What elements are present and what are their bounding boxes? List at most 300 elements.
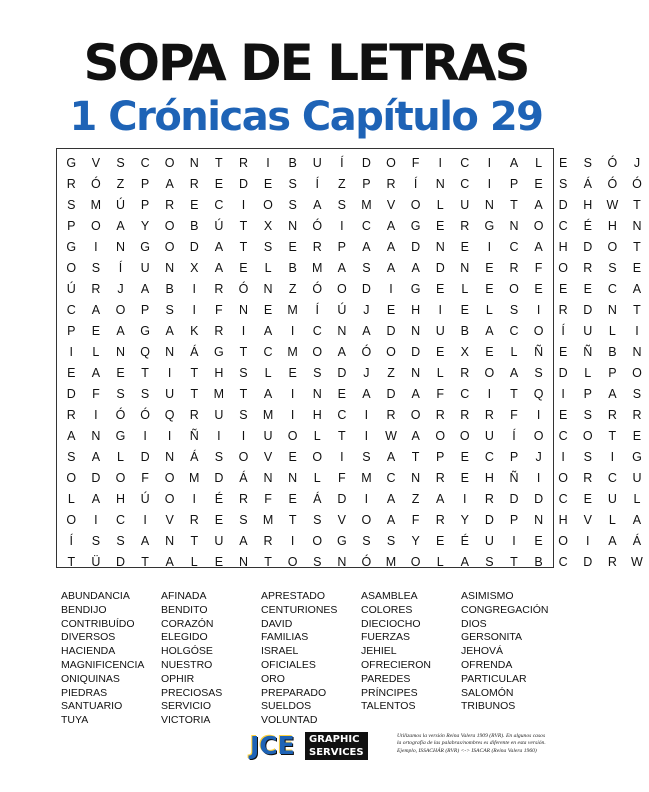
grid-letter[interactable]: G: [410, 282, 421, 296]
grid-letter[interactable]: E: [239, 261, 248, 275]
grid-letter[interactable]: I: [94, 513, 98, 527]
grid-letter[interactable]: O: [164, 492, 175, 506]
grid-letter[interactable]: E: [337, 387, 346, 401]
grid-letter[interactable]: V: [583, 513, 592, 527]
grid-letter[interactable]: I: [69, 345, 74, 359]
grid-letter[interactable]: U: [214, 408, 224, 422]
grid-letter[interactable]: A: [140, 534, 150, 548]
grid-letter[interactable]: D: [115, 555, 125, 569]
grid-letter[interactable]: Ú: [337, 303, 347, 317]
grid-letter[interactable]: D: [238, 177, 248, 191]
grid-letter[interactable]: P: [509, 177, 519, 191]
grid-letter[interactable]: U: [607, 492, 617, 506]
grid-letter[interactable]: S: [559, 177, 568, 191]
grid-letter[interactable]: D: [140, 450, 150, 464]
grid-letter[interactable]: C: [509, 324, 519, 338]
grid-letter[interactable]: E: [386, 303, 396, 317]
grid-letter[interactable]: L: [313, 429, 321, 443]
grid-letter[interactable]: E: [534, 177, 543, 191]
grid-letter[interactable]: C: [558, 492, 568, 506]
grid-letter[interactable]: N: [607, 303, 617, 317]
grid-letter[interactable]: X: [460, 345, 469, 359]
grid-letter[interactable]: H: [115, 492, 125, 506]
grid-letter[interactable]: I: [241, 198, 246, 212]
grid-letter[interactable]: E: [559, 408, 568, 422]
grid-letter[interactable]: F: [411, 513, 420, 527]
grid-letter[interactable]: Í: [315, 177, 319, 191]
grid-letter[interactable]: L: [436, 555, 444, 569]
grid-letter[interactable]: N: [435, 240, 445, 254]
grid-letter[interactable]: C: [214, 198, 224, 212]
grid-letter[interactable]: I: [143, 429, 147, 443]
grid-letter[interactable]: A: [411, 261, 420, 275]
grid-letter[interactable]: S: [239, 366, 248, 380]
grid-letter[interactable]: L: [92, 345, 100, 359]
grid-letter[interactable]: O: [558, 534, 569, 548]
grid-letter[interactable]: A: [214, 261, 224, 275]
letter-grid[interactable]: [59, 153, 649, 573]
grid-letter[interactable]: E: [534, 534, 543, 548]
grid-letter[interactable]: Ó: [361, 555, 372, 569]
grid-letter[interactable]: O: [410, 555, 421, 569]
grid-letter[interactable]: T: [190, 387, 199, 401]
grid-letter[interactable]: G: [484, 219, 495, 233]
grid-letter[interactable]: I: [192, 303, 196, 317]
grid-letter[interactable]: E: [190, 198, 199, 212]
grid-letter[interactable]: F: [215, 303, 223, 317]
grid-letter[interactable]: C: [312, 324, 322, 338]
grid-letter[interactable]: F: [141, 471, 149, 485]
grid-letter[interactable]: M: [213, 387, 225, 401]
grid-letter[interactable]: C: [66, 303, 76, 317]
grid-letter[interactable]: V: [386, 198, 396, 212]
grid-letter[interactable]: N: [312, 387, 322, 401]
grid-letter[interactable]: A: [116, 324, 125, 338]
grid-letter[interactable]: A: [263, 324, 273, 338]
grid-letter[interactable]: O: [533, 324, 544, 338]
grid-letter[interactable]: N: [632, 219, 642, 233]
grid-letter[interactable]: B: [288, 156, 297, 170]
grid-letter[interactable]: E: [214, 177, 224, 191]
grid-letter[interactable]: N: [115, 345, 125, 359]
grid-letter[interactable]: S: [534, 366, 543, 380]
grid-letter[interactable]: C: [460, 156, 470, 170]
grid-letter[interactable]: E: [436, 219, 445, 233]
grid-letter[interactable]: P: [436, 450, 445, 464]
grid-letter[interactable]: R: [583, 261, 593, 275]
grid-letter[interactable]: O: [386, 345, 396, 359]
grid-letter[interactable]: F: [510, 408, 518, 422]
grid-letter[interactable]: Ú: [115, 198, 125, 212]
grid-letter[interactable]: L: [510, 345, 518, 359]
grid-letter[interactable]: Ó: [312, 282, 323, 296]
grid-letter[interactable]: R: [66, 408, 76, 422]
grid-letter[interactable]: G: [140, 240, 150, 254]
grid-letter[interactable]: A: [386, 492, 396, 506]
grid-letter[interactable]: A: [165, 177, 174, 191]
grid-letter[interactable]: T: [633, 198, 641, 212]
grid-letter[interactable]: T: [608, 429, 617, 443]
grid-letter[interactable]: I: [241, 324, 246, 338]
grid-letter[interactable]: P: [140, 198, 150, 212]
grid-letter[interactable]: Ú: [66, 282, 76, 296]
grid-letter[interactable]: N: [165, 450, 175, 464]
grid-letter[interactable]: Z: [116, 177, 125, 191]
grid-letter[interactable]: C: [509, 240, 519, 254]
grid-letter[interactable]: N: [534, 513, 544, 527]
grid-letter[interactable]: O: [410, 408, 421, 422]
grid-letter[interactable]: L: [190, 555, 198, 569]
grid-letter[interactable]: S: [337, 198, 346, 212]
grid-letter[interactable]: E: [263, 303, 273, 317]
grid-letter[interactable]: V: [263, 450, 273, 464]
grid-letter[interactable]: N: [411, 471, 421, 485]
grid-letter[interactable]: E: [91, 324, 101, 338]
grid-letter[interactable]: D: [386, 324, 396, 338]
grid-letter[interactable]: E: [460, 303, 469, 317]
grid-letter[interactable]: Ó: [115, 408, 126, 422]
grid-letter[interactable]: I: [290, 534, 295, 548]
grid-letter[interactable]: P: [140, 303, 150, 317]
grid-letter[interactable]: A: [313, 198, 322, 212]
grid-letter[interactable]: L: [461, 282, 469, 296]
grid-letter[interactable]: D: [386, 387, 396, 401]
grid-letter[interactable]: O: [66, 471, 77, 485]
grid-letter[interactable]: I: [536, 303, 541, 317]
grid-letter[interactable]: N: [484, 198, 494, 212]
grid-letter[interactable]: R: [509, 261, 519, 275]
grid-letter[interactable]: L: [436, 366, 444, 380]
grid-letter[interactable]: I: [94, 240, 98, 254]
grid-letter[interactable]: O: [91, 219, 101, 233]
grid-letter[interactable]: Á: [313, 492, 322, 506]
grid-letter[interactable]: T: [288, 513, 297, 527]
grid-letter[interactable]: I: [561, 387, 565, 401]
grid-letter[interactable]: U: [632, 471, 642, 485]
grid-letter[interactable]: O: [558, 261, 569, 275]
grid-letter[interactable]: R: [484, 492, 494, 506]
grid-letter[interactable]: R: [165, 198, 175, 212]
grid-letter[interactable]: S: [67, 198, 76, 212]
grid-letter[interactable]: I: [512, 534, 516, 548]
grid-letter[interactable]: M: [189, 471, 200, 485]
grid-letter[interactable]: C: [460, 177, 470, 191]
grid-letter[interactable]: E: [485, 282, 494, 296]
grid-letter[interactable]: Ñ: [583, 345, 593, 359]
grid-letter[interactable]: I: [610, 450, 615, 464]
grid-letter[interactable]: R: [435, 408, 445, 422]
grid-letter[interactable]: A: [362, 324, 371, 338]
grid-letter[interactable]: L: [436, 198, 444, 212]
grid-letter[interactable]: O: [509, 282, 519, 296]
grid-letter[interactable]: É: [583, 219, 592, 233]
grid-letter[interactable]: X: [190, 261, 199, 275]
grid-letter[interactable]: P: [67, 219, 76, 233]
grid-letter[interactable]: Y: [411, 534, 420, 548]
grid-letter[interactable]: E: [460, 450, 469, 464]
grid-letter[interactable]: Ó: [607, 177, 618, 191]
grid-letter[interactable]: M: [385, 555, 397, 569]
grid-letter[interactable]: Ó: [607, 156, 618, 170]
grid-letter[interactable]: O: [164, 156, 175, 170]
grid-letter[interactable]: B: [190, 219, 199, 233]
grid-letter[interactable]: D: [91, 471, 101, 485]
grid-letter[interactable]: A: [91, 450, 101, 464]
grid-letter[interactable]: O: [607, 240, 618, 254]
grid-letter[interactable]: F: [436, 387, 445, 401]
grid-letter[interactable]: I: [143, 513, 147, 527]
grid-letter[interactable]: G: [410, 219, 421, 233]
grid-letter[interactable]: T: [141, 555, 149, 569]
grid-letter[interactable]: S: [583, 408, 592, 422]
grid-letter[interactable]: A: [386, 219, 396, 233]
grid-letter[interactable]: Í: [118, 261, 123, 275]
grid-letter[interactable]: S: [239, 408, 248, 422]
grid-letter[interactable]: E: [632, 429, 642, 443]
grid-letter[interactable]: H: [583, 198, 593, 212]
grid-letter[interactable]: N: [337, 555, 347, 569]
grid-letter[interactable]: D: [411, 345, 421, 359]
grid-letter[interactable]: Ó: [312, 219, 323, 233]
grid-letter[interactable]: D: [66, 387, 76, 401]
grid-letter[interactable]: A: [386, 450, 396, 464]
grid-letter[interactable]: O: [66, 513, 77, 527]
grid-letter[interactable]: L: [67, 492, 75, 506]
grid-letter[interactable]: A: [632, 513, 642, 527]
grid-letter[interactable]: G: [115, 429, 126, 443]
grid-letter[interactable]: S: [116, 156, 125, 170]
grid-letter[interactable]: L: [485, 303, 493, 317]
grid-letter[interactable]: B: [460, 324, 469, 338]
grid-letter[interactable]: E: [288, 240, 297, 254]
grid-letter[interactable]: E: [214, 513, 224, 527]
grid-letter[interactable]: S: [239, 513, 248, 527]
grid-letter[interactable]: Y: [140, 219, 150, 233]
grid-letter[interactable]: I: [364, 408, 369, 422]
grid-letter[interactable]: Á: [239, 471, 248, 485]
grid-letter[interactable]: M: [361, 198, 372, 212]
grid-letter[interactable]: Ñ: [509, 471, 519, 485]
grid-letter[interactable]: M: [287, 303, 298, 317]
grid-letter[interactable]: N: [115, 240, 125, 254]
grid-letter[interactable]: Z: [338, 177, 346, 191]
grid-letter[interactable]: B: [534, 555, 543, 569]
grid-letter[interactable]: R: [66, 177, 76, 191]
grid-letter[interactable]: U: [460, 198, 470, 212]
grid-letter[interactable]: I: [192, 282, 196, 296]
grid-letter[interactable]: T: [141, 366, 149, 380]
grid-letter[interactable]: D: [214, 471, 224, 485]
grid-letter[interactable]: P: [362, 177, 371, 191]
grid-letter[interactable]: U: [165, 387, 175, 401]
grid-letter[interactable]: D: [583, 555, 593, 569]
grid-letter[interactable]: T: [510, 387, 518, 401]
grid-letter[interactable]: A: [165, 324, 174, 338]
grid-letter[interactable]: P: [337, 240, 346, 254]
grid-letter[interactable]: R: [607, 555, 617, 569]
grid-letter[interactable]: A: [91, 366, 101, 380]
grid-letter[interactable]: D: [361, 282, 371, 296]
grid-letter[interactable]: T: [338, 429, 346, 443]
grid-letter[interactable]: Ú: [140, 492, 150, 506]
grid-letter[interactable]: A: [386, 261, 396, 275]
grid-letter[interactable]: N: [337, 324, 347, 338]
grid-letter[interactable]: S: [67, 450, 76, 464]
grid-letter[interactable]: O: [533, 219, 544, 233]
grid-letter[interactable]: F: [264, 492, 272, 506]
grid-letter[interactable]: J: [363, 366, 370, 380]
grid-letter[interactable]: G: [66, 156, 77, 170]
grid-letter[interactable]: I: [217, 429, 221, 443]
grid-letter[interactable]: O: [287, 429, 298, 443]
grid-letter[interactable]: N: [288, 471, 298, 485]
grid-letter[interactable]: N: [263, 282, 273, 296]
grid-letter[interactable]: S: [313, 555, 322, 569]
grid-letter[interactable]: I: [94, 408, 98, 422]
grid-letter[interactable]: D: [583, 240, 593, 254]
grid-letter[interactable]: S: [116, 534, 125, 548]
grid-letter[interactable]: E: [559, 345, 568, 359]
grid-letter[interactable]: Í: [315, 303, 319, 317]
grid-letter[interactable]: G: [632, 450, 642, 464]
grid-letter[interactable]: Í: [561, 324, 565, 338]
grid-letter[interactable]: A: [362, 387, 371, 401]
grid-letter[interactable]: A: [362, 240, 371, 254]
grid-letter[interactable]: J: [117, 282, 124, 296]
grid-letter[interactable]: C: [115, 513, 125, 527]
grid-letter[interactable]: Á: [583, 177, 592, 191]
grid-letter[interactable]: Q: [533, 387, 544, 401]
grid-letter[interactable]: I: [487, 387, 492, 401]
grid-letter[interactable]: D: [583, 303, 593, 317]
grid-letter[interactable]: E: [460, 240, 469, 254]
grid-letter[interactable]: H: [312, 408, 322, 422]
grid-letter[interactable]: J: [633, 156, 641, 170]
grid-letter[interactable]: C: [558, 429, 568, 443]
grid-letter[interactable]: R: [435, 471, 445, 485]
grid-letter[interactable]: D: [558, 366, 568, 380]
grid-letter[interactable]: R: [263, 534, 273, 548]
grid-letter[interactable]: E: [632, 261, 642, 275]
grid-letter[interactable]: E: [67, 366, 76, 380]
grid-letter[interactable]: S: [165, 303, 174, 317]
grid-letter[interactable]: U: [583, 324, 593, 338]
grid-letter[interactable]: U: [312, 156, 322, 170]
grid-letter[interactable]: S: [362, 450, 371, 464]
grid-letter[interactable]: O: [115, 471, 126, 485]
grid-letter[interactable]: S: [362, 261, 371, 275]
grid-letter[interactable]: S: [313, 366, 322, 380]
grid-letter[interactable]: O: [361, 513, 372, 527]
grid-letter[interactable]: J: [363, 303, 370, 317]
grid-letter[interactable]: I: [536, 408, 541, 422]
grid-letter[interactable]: M: [90, 198, 102, 212]
grid-letter[interactable]: W: [385, 429, 397, 443]
grid-letter[interactable]: R: [607, 408, 617, 422]
grid-letter[interactable]: A: [337, 261, 346, 275]
grid-letter[interactable]: O: [336, 282, 347, 296]
grid-letter[interactable]: P: [140, 177, 150, 191]
grid-letter[interactable]: Í: [413, 177, 418, 191]
grid-letter[interactable]: I: [290, 408, 295, 422]
grid-letter[interactable]: H: [214, 366, 224, 380]
grid-letter[interactable]: R: [214, 282, 224, 296]
grid-letter[interactable]: A: [411, 387, 420, 401]
grid-letter[interactable]: N: [411, 366, 421, 380]
grid-letter[interactable]: S: [608, 261, 617, 275]
grid-letter[interactable]: E: [116, 366, 125, 380]
grid-letter[interactable]: T: [67, 555, 76, 569]
grid-letter[interactable]: I: [389, 282, 393, 296]
grid-letter[interactable]: E: [288, 450, 297, 464]
grid-letter[interactable]: R: [435, 513, 445, 527]
grid-letter[interactable]: I: [438, 156, 442, 170]
grid-letter[interactable]: Ó: [140, 408, 150, 422]
grid-letter[interactable]: O: [66, 261, 77, 275]
grid-letter[interactable]: N: [165, 345, 175, 359]
grid-letter[interactable]: X: [263, 219, 273, 233]
grid-letter[interactable]: N: [189, 156, 199, 170]
grid-letter[interactable]: I: [192, 492, 196, 506]
grid-letter[interactable]: I: [340, 219, 344, 233]
grid-letter[interactable]: A: [411, 429, 420, 443]
grid-letter[interactable]: E: [288, 366, 297, 380]
grid-letter[interactable]: C: [484, 450, 494, 464]
grid-letter[interactable]: A: [67, 429, 76, 443]
grid-letter[interactable]: O: [312, 534, 323, 548]
grid-letter[interactable]: D: [484, 513, 494, 527]
grid-letter[interactable]: Ó: [238, 282, 249, 296]
grid-letter[interactable]: T: [215, 156, 223, 170]
grid-letter[interactable]: R: [238, 492, 248, 506]
grid-letter[interactable]: I: [241, 429, 246, 443]
grid-letter[interactable]: D: [337, 366, 347, 380]
grid-letter[interactable]: H: [607, 219, 617, 233]
grid-letter[interactable]: R: [484, 408, 494, 422]
grid-letter[interactable]: R: [238, 156, 248, 170]
grid-letter[interactable]: A: [337, 345, 346, 359]
grid-letter[interactable]: L: [535, 156, 543, 170]
grid-letter[interactable]: A: [460, 555, 469, 569]
grid-letter[interactable]: R: [91, 282, 101, 296]
grid-letter[interactable]: I: [438, 303, 442, 317]
grid-letter[interactable]: U: [435, 324, 445, 338]
grid-letter[interactable]: M: [262, 408, 274, 422]
grid-letter[interactable]: Z: [387, 366, 395, 380]
grid-letter[interactable]: Q: [140, 345, 150, 359]
grid-letter[interactable]: U: [484, 534, 494, 548]
grid-letter[interactable]: L: [633, 492, 641, 506]
grid-letter[interactable]: E: [288, 492, 297, 506]
grid-letter[interactable]: E: [263, 177, 273, 191]
grid-letter[interactable]: R: [632, 408, 642, 422]
grid-letter[interactable]: Ñ: [534, 345, 544, 359]
grid-letter[interactable]: A: [534, 240, 543, 254]
grid-letter[interactable]: A: [485, 324, 494, 338]
grid-letter[interactable]: T: [510, 555, 518, 569]
grid-letter[interactable]: N: [165, 261, 175, 275]
grid-letter[interactable]: O: [287, 555, 298, 569]
grid-letter[interactable]: T: [633, 303, 641, 317]
grid-letter[interactable]: O: [558, 471, 569, 485]
grid-letter[interactable]: I: [167, 366, 172, 380]
grid-letter[interactable]: I: [340, 450, 344, 464]
grid-letter[interactable]: I: [487, 156, 492, 170]
grid-letter[interactable]: C: [337, 408, 347, 422]
grid-letter[interactable]: A: [91, 303, 101, 317]
grid-letter[interactable]: L: [313, 471, 321, 485]
grid-letter[interactable]: I: [364, 492, 369, 506]
